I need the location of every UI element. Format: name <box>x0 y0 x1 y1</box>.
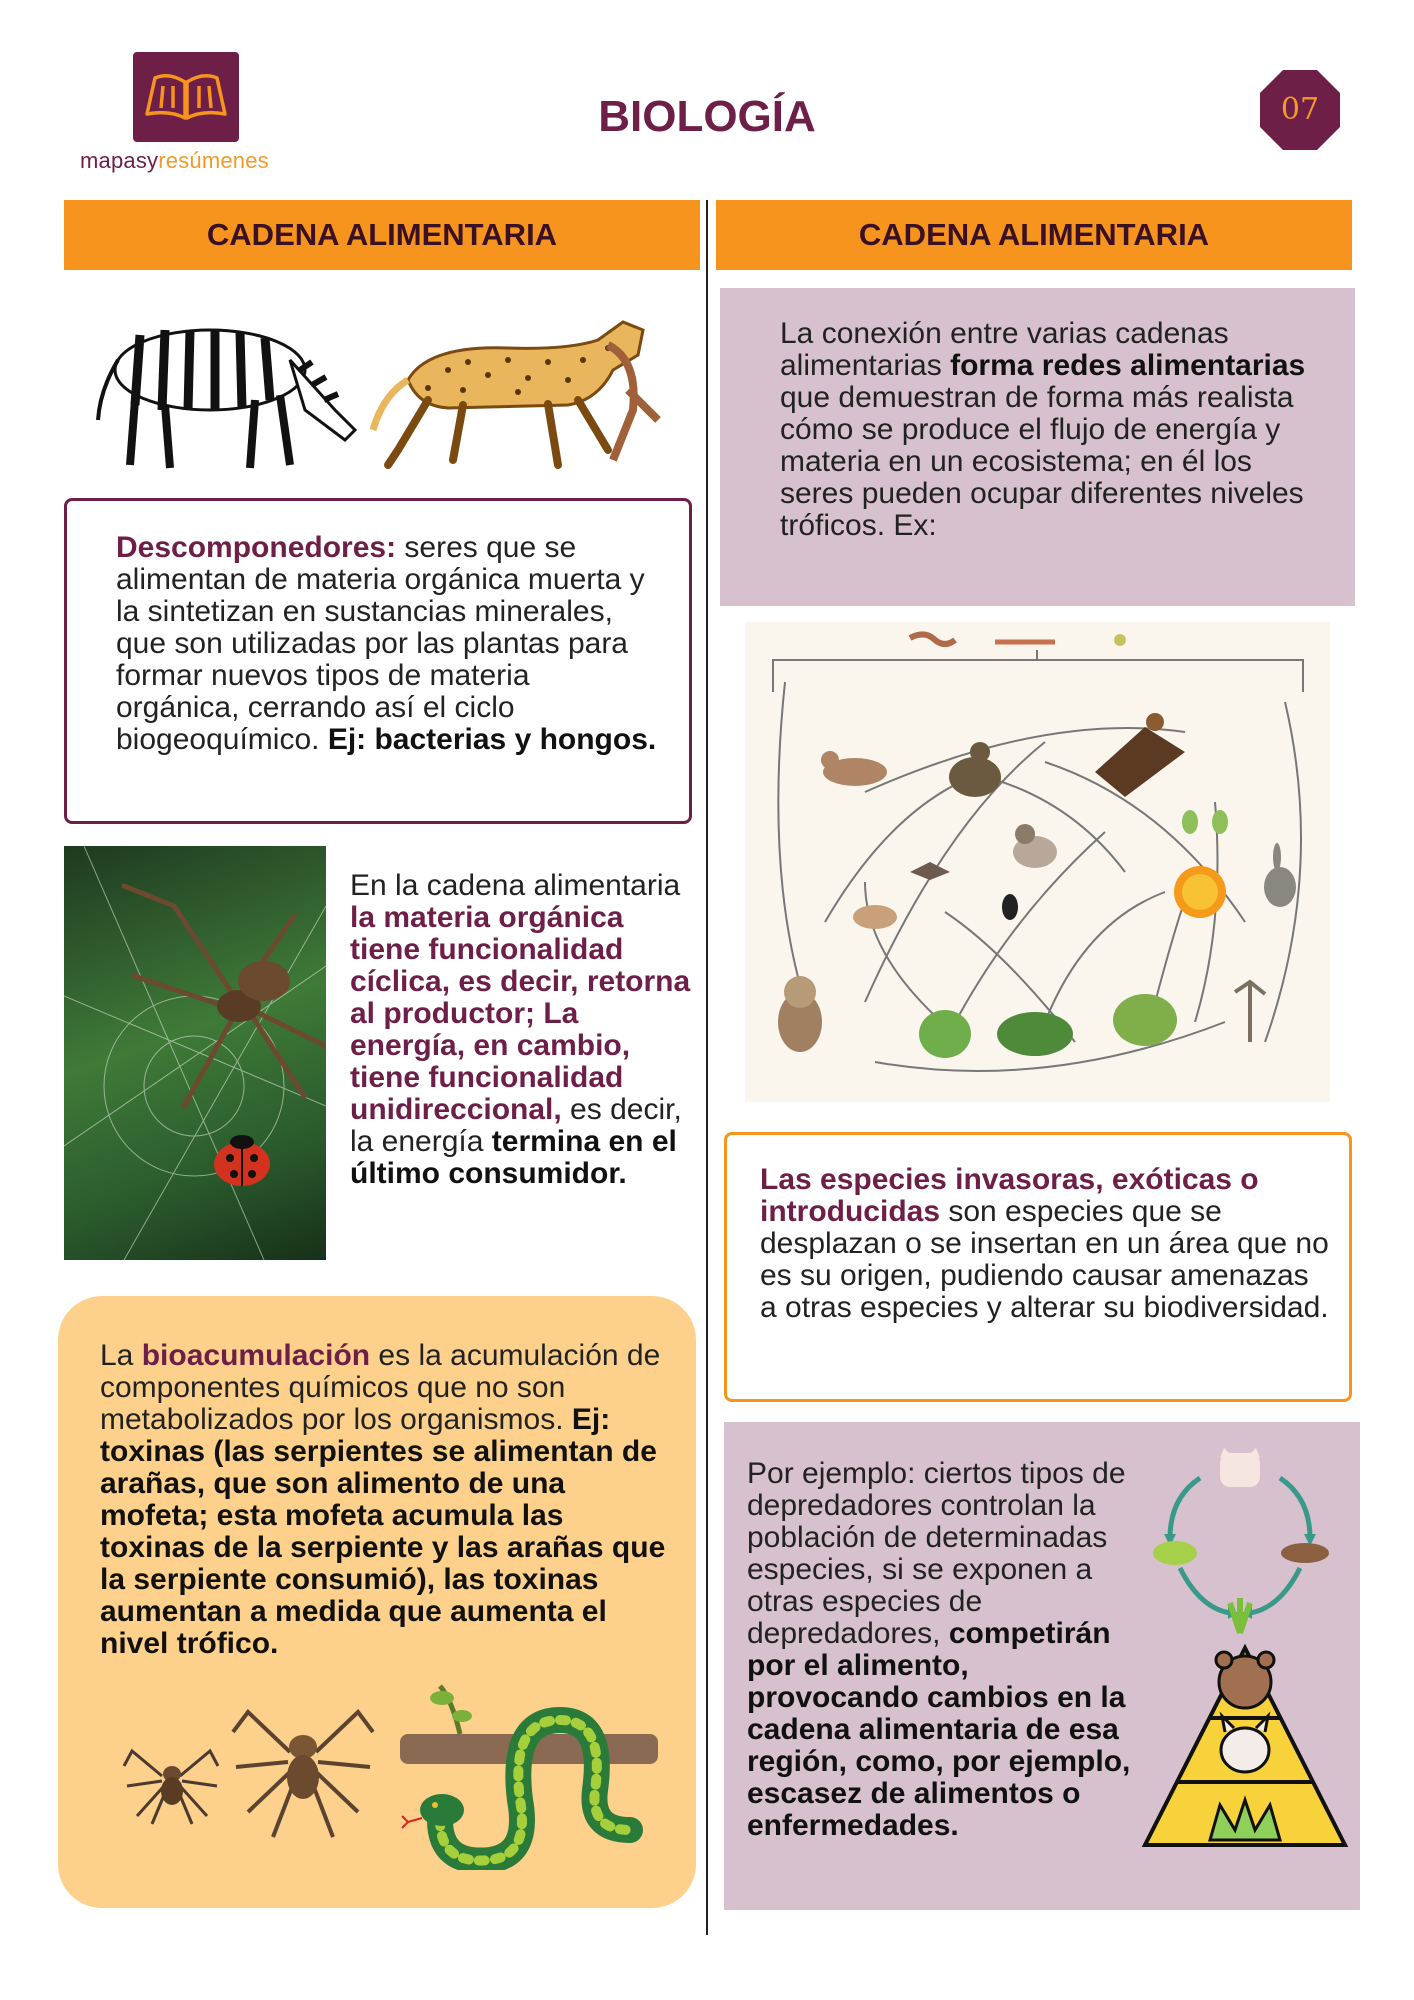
right-section-header: CADENA ALIMENTARIA <box>716 200 1352 270</box>
example-text: Por ejemplo: ciertos tipos de depredadores controlan la población de determinadas especies, si se exponen a otras especies de depredadores, competirán por el alimento, provocando cambios en la cadena alimentaria de esa región, como, por ejemplo, escasez de alimentos o enfermedades. <box>747 1457 1131 1842</box>
logo-text: mapasyresúmenes <box>80 148 269 173</box>
left-section-header: CADENA ALIMENTARIA <box>64 200 700 270</box>
food-web-text: La conexión entre varias cadenas alimentarias forma redes alimentarias que demuestran de forma más realista cómo se produce el flujo de energía y materia en un ecosistema; en él los seres pueden ocupar diferentes niveles tróficos. Ex: <box>780 317 1306 542</box>
page-number: 07 <box>1280 92 1320 127</box>
food-web-diagram <box>745 622 1330 1102</box>
ecosystem-cycle-icon <box>1140 1448 1340 1638</box>
large-spider-icon <box>228 1692 378 1842</box>
snake-branch-illustration <box>400 1680 660 1870</box>
decomposers-text: Descomponedores: seres que se alimentan de materia orgánica muerta y la sintetizan en sustancias minerales, que son utilizadas por las plantas para formar nuevos tipos de materia orgánica, cerrando así el ciclo biogeoquímico. Ej: bacterias y hongos. <box>116 531 657 756</box>
invasive-species-text: Las especies invasoras, exóticas o introducidas son especies que se desplazan o se insertan en un área que no es su origen, pudiendo causar amenazas a otras especies y alterar su biodiversidad. <box>760 1163 1329 1324</box>
spider-ladybug-photo <box>64 846 326 1260</box>
page-title: BIOLOGÍA <box>598 92 816 141</box>
bioaccumulation-text: La bioacumulación es la acumulación de componentes químicos que no son metabolizados por los organismos. Ej: toxinas (las serpientes se alimentan de arañas, que son alimento de una mofeta; esta mofeta acumula las toxinas de la serpiente y las arañas que la serpiente consumió), las toxinas aumentan a medida que aumenta el nivel trófico. <box>100 1339 666 1660</box>
cheetah-illustration <box>368 300 668 480</box>
zebra-illustration <box>90 300 375 480</box>
trophic-pyramid-icon <box>1140 1640 1350 1850</box>
small-spider-icon <box>122 1736 222 1826</box>
column-divider <box>706 200 708 1935</box>
cycle-text: En la cadena alimentaria la materia orgánica tiene funcionalidad cíclica, es decir, retorna al productor; La energía, en cambio, tiene funcionalidad unidireccional, es decir, la energía termina en el último consumidor. <box>350 869 691 1190</box>
